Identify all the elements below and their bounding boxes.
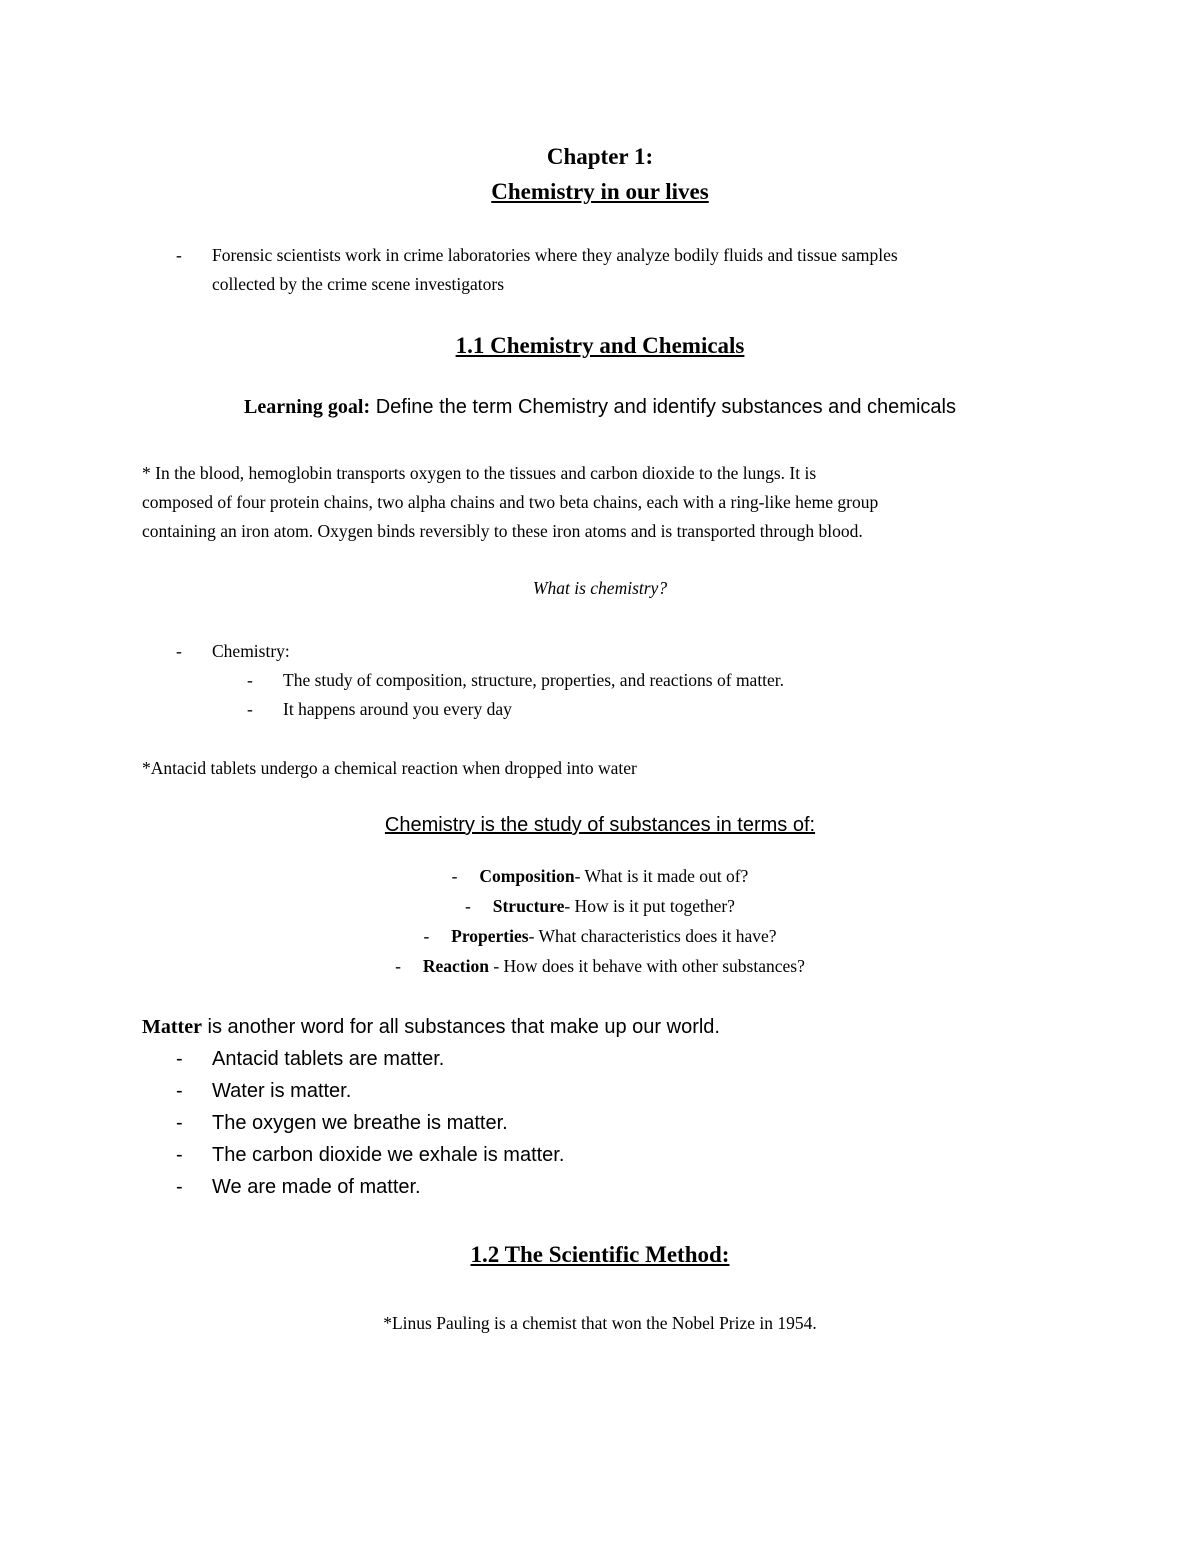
matter-intro-text: is another word for all substances that make up our world. [201, 1016, 720, 1038]
hemoglobin-line-2: composed of four protein chains, two alpha chains and two beta chains, each with a ring-like heme group [142, 492, 879, 512]
term-desc: - How does it behave with other substances? [488, 956, 805, 976]
bullet-dash: - [176, 1048, 183, 1070]
matter-example-2: Water is matter. [212, 1080, 352, 1102]
matter-example-5: We are made of matter. [212, 1176, 421, 1198]
bullet-dash: - [423, 926, 452, 946]
intro-bullet [0, 241, 1200, 301]
bullet-dash: - [176, 1144, 183, 1166]
term-label: Structure [492, 896, 565, 916]
hemoglobin-line-1: * In the blood, hemoglobin transports oxygen to the tissues and carbon dioxide to the lungs. It is [142, 463, 817, 483]
term-desc: - How is it put together? [564, 896, 735, 916]
bullet-dash: - [176, 1176, 183, 1198]
bullet-dash: - [176, 1112, 183, 1134]
sub-bullet-dash: - [247, 699, 253, 719]
bullet-dash: - [176, 641, 182, 661]
study-heading: Chemistry is the study of substances in terms of: [384, 814, 816, 836]
definition-point-2: It happens around you every day [283, 699, 512, 719]
bullet-dash: - [176, 245, 182, 265]
matter-example-1: Antacid tablets are matter. [212, 1048, 445, 1070]
definition-list [0, 637, 1200, 727]
matter-examples [0, 1048, 1200, 1218]
bullet-dash: - [395, 956, 423, 976]
study-term-composition [0, 866, 1200, 887]
definition-term: Chemistry: [212, 641, 290, 661]
matter-example-4: The carbon dioxide we exhale is matter. [212, 1144, 565, 1166]
pauling-note: *Linus Pauling is a chemist that won the Nobel Prize in 1954. [383, 1313, 817, 1333]
term-desc: - What characteristics does it have? [528, 926, 777, 946]
chapter-subtitle: Chemistry in our lives [491, 179, 709, 204]
intro-bullet-line-1: Forensic scientists work in crime laboratories where they analyze bodily fluids and tissue samples [212, 245, 898, 265]
term-label: Reaction [422, 956, 489, 976]
hemoglobin-line-3: containing an iron atom. Oxygen binds reversibly to these iron atoms and is transported through blood. [142, 521, 863, 541]
hemoglobin-paragraph [142, 459, 1072, 546]
term-desc: - What is it made out of? [574, 866, 749, 886]
antacid-note: *Antacid tablets undergo a chemical reaction when dropped into water [142, 758, 637, 778]
section-1-2-heading: 1.2 The Scientific Method: [470, 1242, 730, 1267]
matter-intro [142, 1016, 720, 1039]
definition-point-1: The study of composition, structure, properties, and reactions of matter. [283, 670, 785, 690]
study-term-reaction [0, 956, 1200, 977]
study-term-structure [0, 896, 1200, 917]
section-1-1-heading: 1.1 Chemistry and Chemicals [455, 333, 745, 358]
learning-goal [0, 396, 1200, 419]
learning-goal-label: Learning goal: [244, 396, 371, 418]
study-term-properties [0, 926, 1200, 947]
bullet-dash: - [465, 896, 493, 916]
question-what-is-chemistry: What is chemistry? [532, 578, 668, 598]
sub-bullet-dash: - [247, 670, 253, 690]
learning-goal-text: Define the term Chemistry and identify substances and chemicals [370, 396, 956, 418]
intro-bullet-line-2: collected by the crime scene investigators [212, 274, 505, 294]
bullet-dash: - [176, 1080, 183, 1102]
term-label: Properties [451, 926, 529, 946]
bullet-dash: - [451, 866, 480, 886]
term-label: Composition [479, 866, 575, 886]
matter-example-3: The oxygen we breathe is matter. [212, 1112, 508, 1134]
matter-term: Matter [142, 1016, 202, 1038]
chapter-title: Chapter 1: [546, 144, 654, 169]
